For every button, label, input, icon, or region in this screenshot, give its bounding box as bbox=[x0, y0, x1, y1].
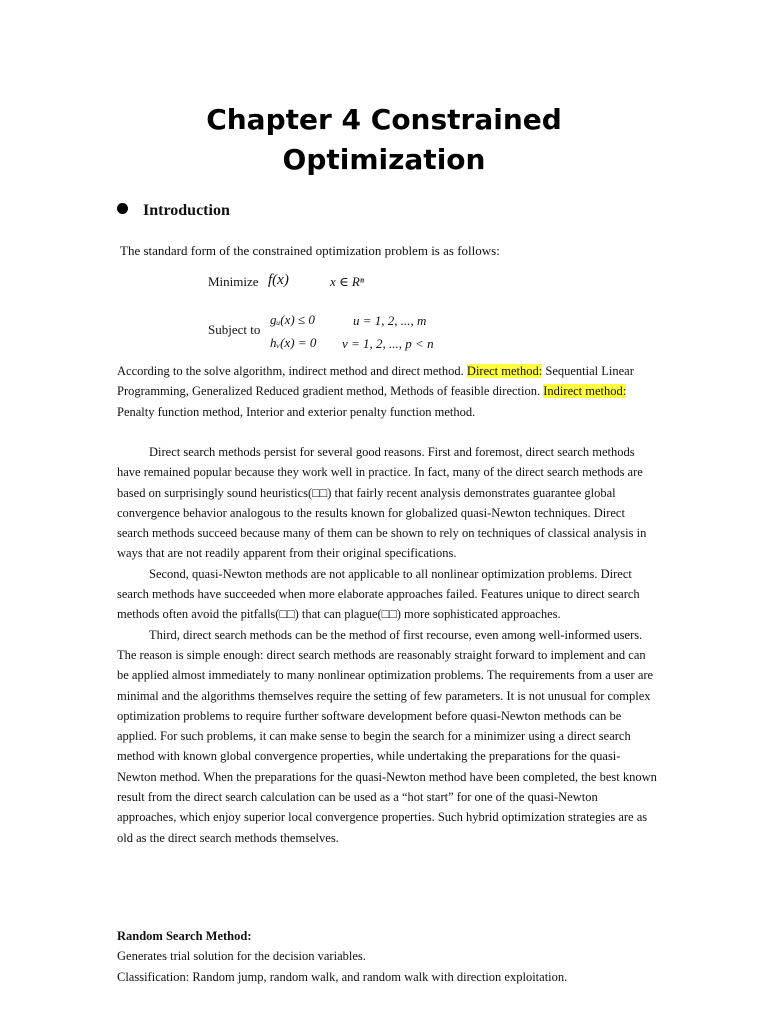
standard-form-text: The standard form of the constrained optimization problem is as follows: bbox=[120, 243, 500, 258]
equality-constraint: hᵥ(x) = 0 bbox=[270, 335, 317, 350]
random-search-line-1: Generates trial solution for the decision variables. bbox=[117, 949, 366, 964]
equality-constraint-range: v = 1, 2, ..., p < n bbox=[342, 336, 434, 351]
introduction-heading: Introduction bbox=[117, 200, 230, 222]
random-search-line-2: Classification: Random jump, random walk, and random walk with direction exploitation. bbox=[117, 969, 568, 984]
random-search-heading: Random Search Method: bbox=[117, 929, 252, 943]
bullet-icon bbox=[117, 203, 128, 214]
methods-paragraph: According to the solve algorithm, indirect method and direct method. Direct method: Sequential Linear Programming, Generalized Reduced gradient method, Methods of feasible direction. Indirect method: Penalty function method, Interior and exterior penalty function method. bbox=[117, 364, 634, 419]
paragraph-third: Third, direct search methods can be the method of first recourse, even among well-informed users. The reason is simple enough: direct search methods are reasonably straight forward to implement and can be applied almost immediately to many nonlinear optimization problems. The requirements from a user are minimal and the algorithms themselves require the setting of few parameters. It is not unusual for complex optimization problems to require further software development before quasi-Newton methods can be applied. For such problems, it can make sense to begin the search for a minimizer using a direct search method with known global convergence properties, while undertaking the preparations for the quasi-Newton method. When the preparations for the quasi-Newton method have been completed, the best known result from the direct search calculation can be used as a “hot start” for one of the quasi-Newton approaches, which enjoy superior local convergence properties. Such hybrid optimization strategies are as old as the direct search methods themselves. bbox=[117, 627, 657, 845]
direct-method-highlight: Direct method: bbox=[466, 364, 543, 378]
paragraph-first: Direct search methods persist for several good reasons. First and foremost, direct search methods have remained popular because they work well in practice. In fact, many of the direct search methods are based on surprisingly sound heuristics(□□) that fairly recent analysis demonstrates guarantee global convergence behavior analogous to the results known for globalized quasi-Newton techniques. Direct search methods succeed because many of them can be shown to rely on techniques of classical analysis in ways that are not readily apparent from their original specifications. bbox=[117, 445, 647, 561]
objective-function: f(x) bbox=[268, 272, 289, 288]
page-title bbox=[100, 100, 668, 180]
paragraph-second: Second, quasi-Newton methods are not applicable to all nonlinear optimization problems. Direct search methods have succeeded when more elaborate approaches failed. Features unique to direct search methods often avoid the pitfalls(□□) that can plague(□□) more sophisticated approaches. bbox=[117, 566, 640, 622]
title-line-1: Chapter 4 Constrained bbox=[206, 103, 562, 136]
subject-to-label: Subject to bbox=[208, 322, 261, 337]
inequality-constraint: gᵤ(x) ≤ 0 bbox=[270, 312, 315, 327]
title-line-2: Optimization bbox=[282, 143, 486, 176]
domain-expression: x ∈ Rⁿ bbox=[330, 274, 364, 289]
inequality-constraint-range: u = 1, 2, ..., m bbox=[353, 313, 427, 328]
minimize-label: Minimize bbox=[208, 274, 259, 289]
indirect-method-highlight: Indirect method: bbox=[543, 384, 627, 399]
direct-search-section bbox=[117, 442, 657, 848]
random-search-section bbox=[117, 926, 657, 987]
